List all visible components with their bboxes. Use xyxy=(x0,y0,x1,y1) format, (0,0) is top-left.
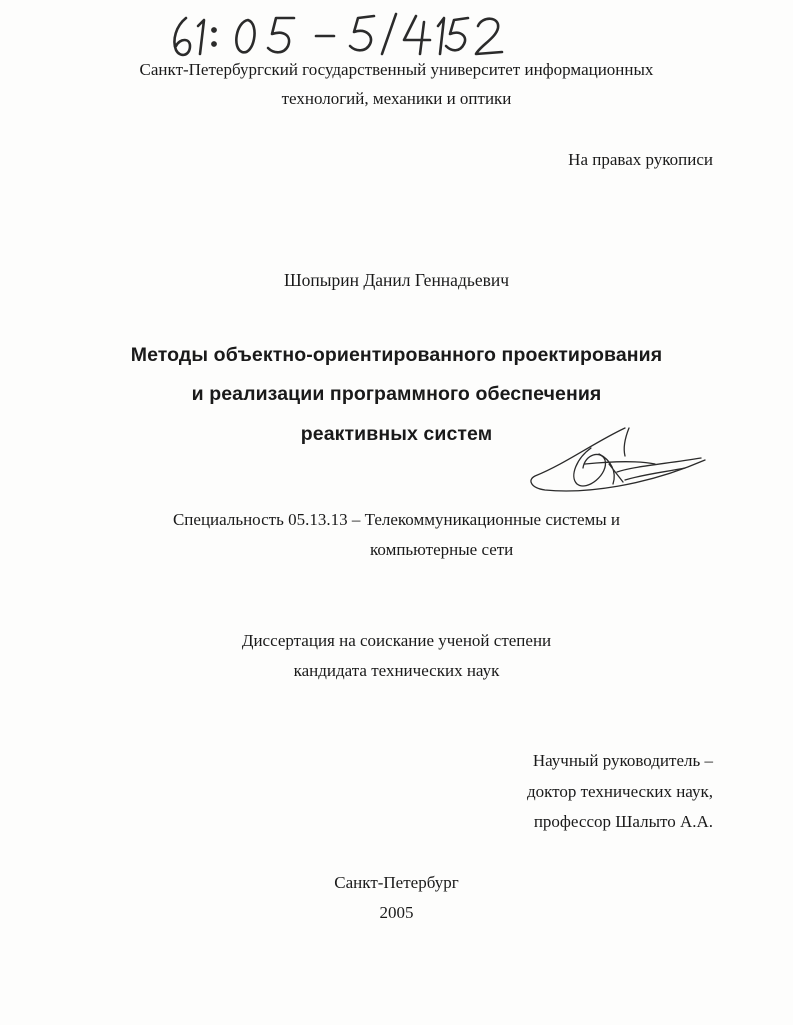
thesis-title-line-2: и реализации программного обеспечения xyxy=(191,383,602,405)
degree-line-1: Диссертация на соискание ученой степени xyxy=(241,631,552,650)
city: Санкт-Петербург xyxy=(334,873,459,892)
year: 2005 xyxy=(379,903,414,922)
supervisor-degree: доктор технических наук, xyxy=(526,782,713,801)
degree-line-2: кандидата технических наук xyxy=(293,661,500,680)
university-line-1: Санкт-Петербургский государственный университет информационных xyxy=(139,60,654,79)
supervisor-role: Научный руководитель – xyxy=(532,751,713,770)
author-name: Шопырин Данил Геннадьевич xyxy=(283,270,510,290)
thesis-title-line-1: Методы объектно-ориентированного проектирования xyxy=(130,344,663,366)
specialty-line-2: компьютерные сети xyxy=(370,540,514,559)
thesis-title-line-3: реактивных систем xyxy=(300,423,493,445)
handwritten-archive-code xyxy=(168,8,508,62)
specialty-line-1: Специальность 05.13.13 – Телекоммуникационные системы и xyxy=(172,510,621,529)
supervisor-name: профессор Шалыто А.А. xyxy=(533,812,713,831)
signature xyxy=(525,424,710,500)
university-line-2: технологий, механики и оптики xyxy=(281,89,512,108)
manuscript-rights-label: На правах рукописи xyxy=(568,150,713,169)
